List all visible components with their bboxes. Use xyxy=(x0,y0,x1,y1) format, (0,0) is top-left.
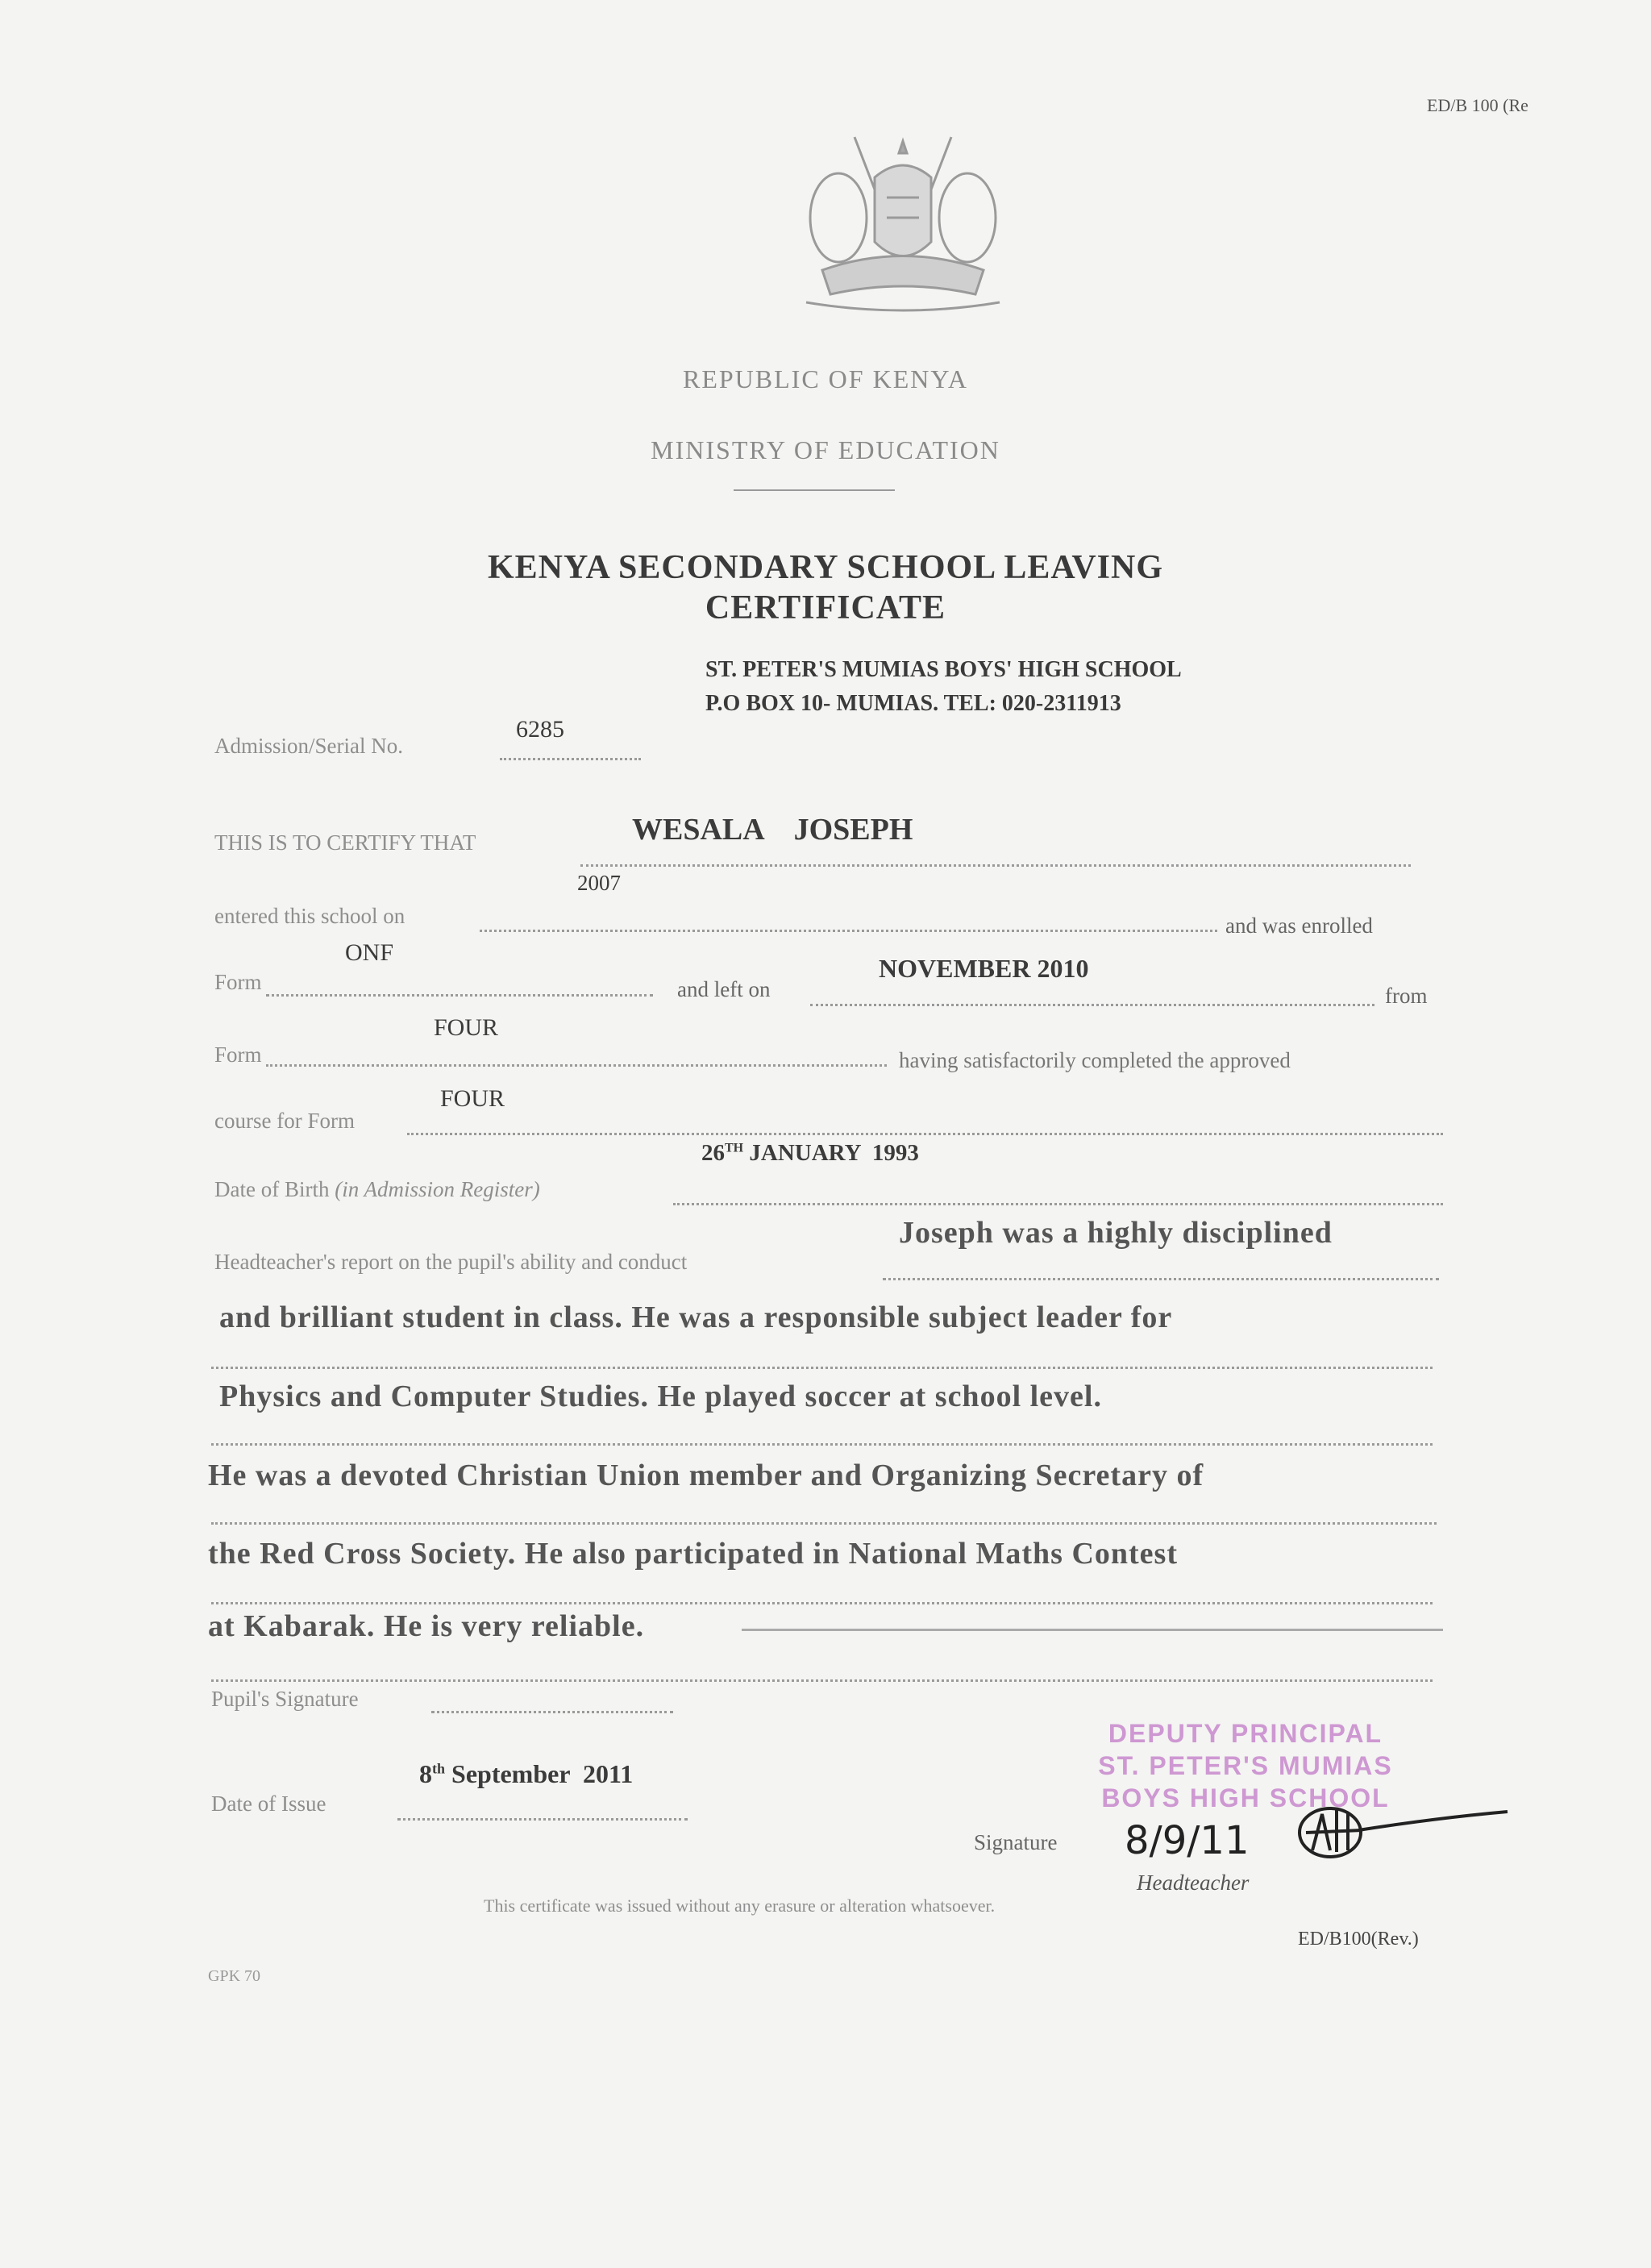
report-dotted-line-5 xyxy=(211,1679,1433,1682)
issue-date: 8th September 2011 xyxy=(419,1759,634,1788)
ministry-heading: MINISTRY OF EDUCATION xyxy=(651,435,1000,464)
school-address: P.O BOX 10- MUMIAS. TEL: 020-2311913 xyxy=(705,691,1121,716)
dob-dotted-line xyxy=(673,1203,1443,1205)
form-left: FOUR xyxy=(434,1014,499,1041)
enrolled-label: and was enrolled xyxy=(1225,913,1373,938)
report-first-line: Joseph was a highly disciplined xyxy=(899,1216,1333,1250)
certificate-footnote: This certificate was issued without any erasure or alteration whatsoever. xyxy=(484,1896,996,1916)
course-dotted-line xyxy=(407,1133,1443,1135)
name-dotted-line xyxy=(580,864,1411,867)
republic-heading: REPUBLIC OF KENYA xyxy=(682,364,969,393)
entered-dotted-line xyxy=(480,930,1217,932)
report-line-5: at Kabarak. He is very reliable. xyxy=(208,1609,645,1643)
coat-of-arms-emblem xyxy=(774,121,1032,323)
admission-label: Admission/Serial No. xyxy=(214,734,403,758)
from-label: from xyxy=(1385,984,1428,1008)
report-dotted-line-3 xyxy=(211,1522,1437,1525)
issue-label: Date of Issue xyxy=(211,1792,326,1816)
course-label: course for Form xyxy=(214,1109,355,1133)
report-dotted-line-1 xyxy=(211,1367,1433,1369)
form-entered: ONF xyxy=(345,939,394,966)
issue-dotted-line xyxy=(397,1818,688,1821)
completed-label: having satisfactorily completed the approved xyxy=(899,1048,1291,1072)
printer-code: GPK 70 xyxy=(208,1967,261,1985)
entered-label: entered this school on xyxy=(214,904,405,928)
dob-value: 26TH JANUARY 1993 xyxy=(701,1140,919,1166)
school-stamp: DEPUTY PRINCIPAL ST. PETER'S MUMIAS BOYS HIGH SCHOOL xyxy=(1098,1719,1393,1812)
report-line-1: and brilliant student in class. He was a responsible subject leader for xyxy=(219,1300,1173,1334)
form-left-dotted-line xyxy=(266,1064,887,1067)
pupil-name: WESALA JOSEPH xyxy=(632,813,913,847)
report-line-4: the Red Cross Society. He also participated in National Maths Contest xyxy=(208,1537,1178,1571)
form-entered-dotted-line xyxy=(266,994,653,997)
admission-dotted-line xyxy=(500,758,641,760)
pupil-signature-label: Pupil's Signature xyxy=(211,1687,359,1711)
form-label-1: Form xyxy=(214,970,262,994)
certificate-title-line2: CERTIFICATE xyxy=(705,589,946,626)
form-label-2: Form xyxy=(214,1042,262,1067)
report-label: Headteacher's report on the pupil's ability and conduct xyxy=(214,1250,688,1274)
certificate-title-line1: KENYA SECONDARY SCHOOL LEAVING xyxy=(487,549,1163,586)
signature-label: Signature xyxy=(974,1830,1058,1854)
course-form: FOUR xyxy=(440,1085,505,1112)
entered-year: 2007 xyxy=(577,871,621,895)
school-name: ST. PETER'S MUMIAS BOYS' HIGH SCHOOL xyxy=(705,657,1182,682)
headteacher-signature xyxy=(1274,1794,1516,1866)
report-line-3: He was a devoted Christian Union member and Organizing Secretary of xyxy=(208,1459,1204,1492)
headteacher-label: Headteacher xyxy=(1137,1871,1250,1895)
certify-label: THIS IS TO CERTIFY THAT xyxy=(214,830,476,855)
left-date: NOVEMBER 2010 xyxy=(879,954,1089,983)
report-dotted-line-2 xyxy=(211,1443,1433,1446)
report-dotted-line-4 xyxy=(211,1602,1433,1604)
form-code-top: ED/B 100 (Re xyxy=(1427,95,1528,115)
form-code-bottom: ED/B100(Rev.) xyxy=(1298,1929,1419,1950)
closing-rule xyxy=(742,1629,1443,1631)
dob-label: Date of Birth (in Admission Register) xyxy=(214,1177,540,1201)
header-divider xyxy=(734,489,895,491)
left-dotted-line xyxy=(810,1004,1374,1006)
report-dotted-line-0 xyxy=(883,1278,1439,1280)
admission-number: 6285 xyxy=(516,716,564,743)
report-line-2: Physics and Computer Studies. He played soccer at school level. xyxy=(219,1380,1102,1413)
left-label: and left on xyxy=(677,977,771,1001)
handwritten-date: 8/9/11 xyxy=(1125,1818,1250,1863)
pupil-signature-dotted-line xyxy=(431,1711,673,1713)
